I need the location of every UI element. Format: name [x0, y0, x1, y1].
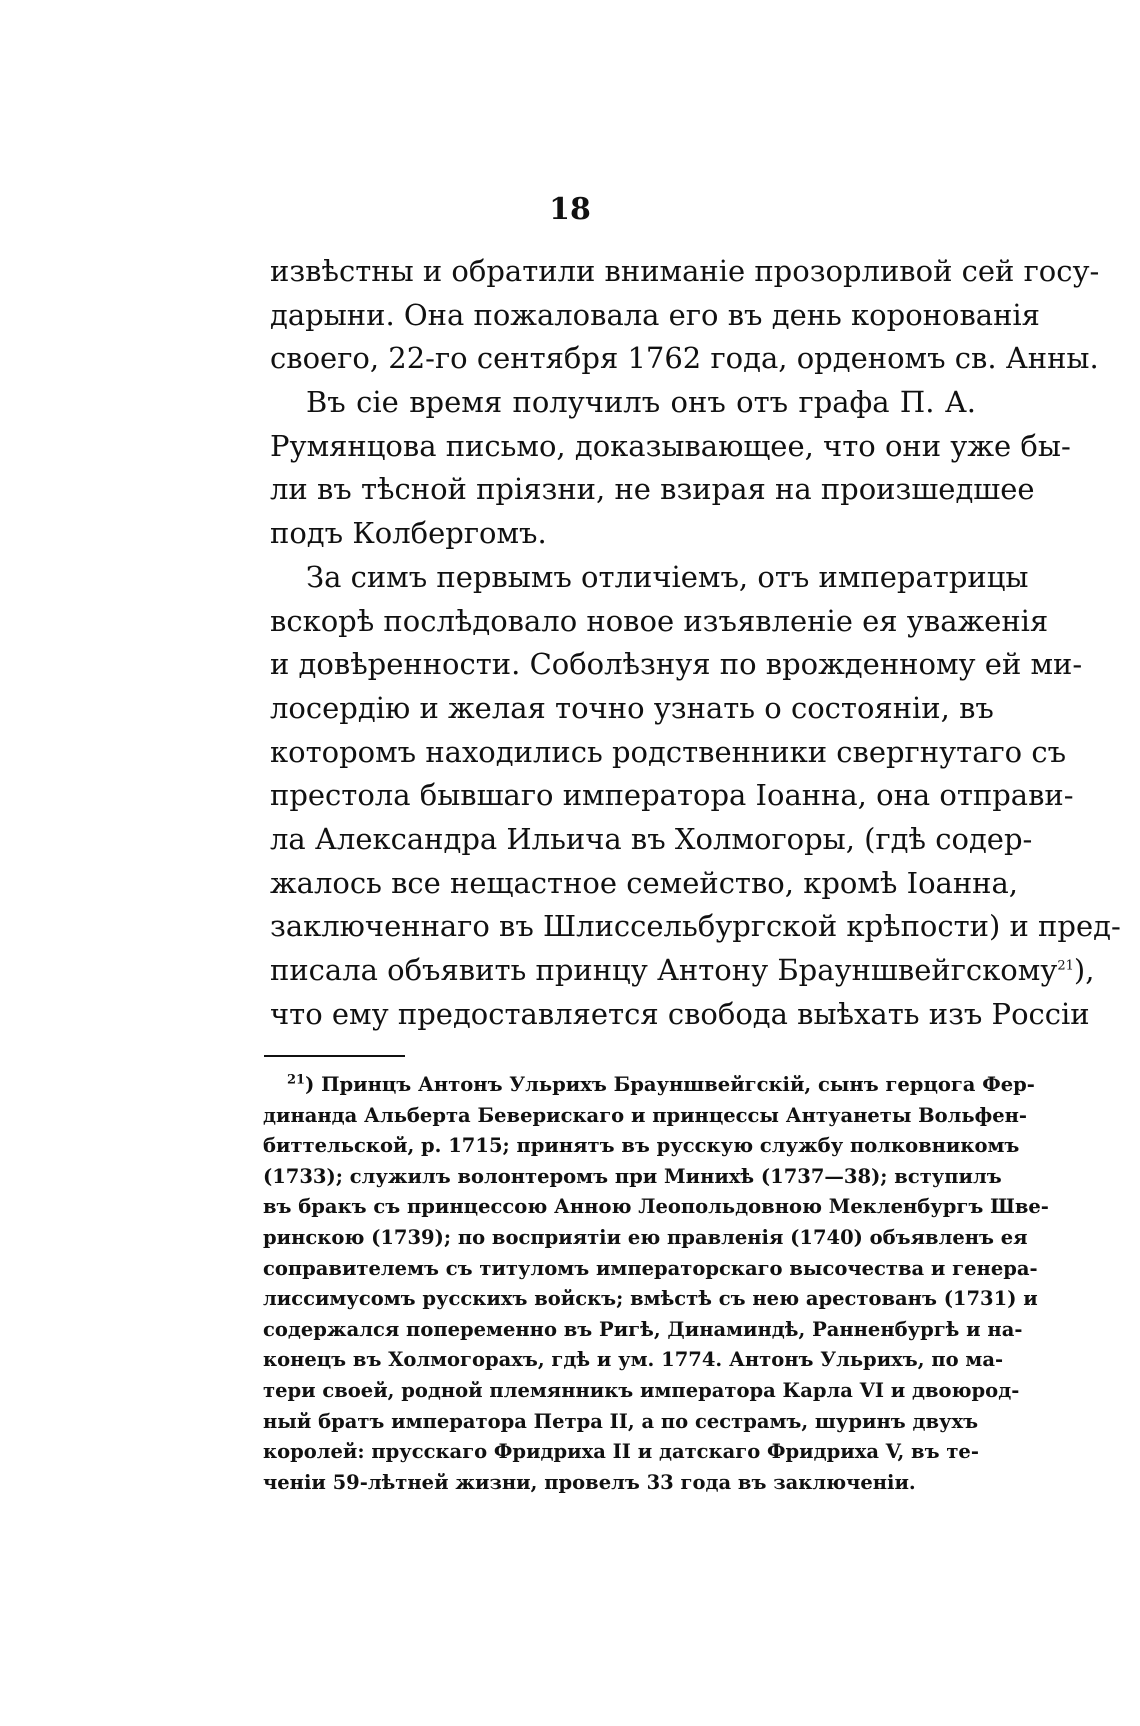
- text-line: Въ сіе время получилъ онъ отъ графа П. А.: [306, 385, 976, 420]
- text-line: своего, 22-го сентября 1762 года, орденомъ св. Анны.: [270, 341, 1099, 376]
- footnote-line: конецъ въ Холмогорахъ, гдѣ и ум. 1774. Антонъ Ульрихъ, по ма-: [263, 1348, 1004, 1372]
- footnote-divider: [264, 1055, 405, 1057]
- footnote-line: тери своей, родной племянникъ императора Карла VI и двоюрод-: [263, 1378, 1020, 1402]
- footnote-line: лиссимусомъ русскихъ войскъ; вмѣстѣ съ нею арестованъ (1731) и: [263, 1287, 1038, 1311]
- footnote-line: ченіи 59-лѣтней жизни, провелъ 33 года въ заключеніи.: [263, 1470, 916, 1494]
- footnote-line: ный братъ императора Петра II, а по сестрамъ, шуринъ двухъ: [263, 1409, 979, 1433]
- footnote-line: (1733); служилъ волонтеромъ при Минихѣ (1737—38); вступилъ: [263, 1164, 1002, 1188]
- text-line: и довѣренности. Соболѣзнуя по врожденному ей ми-: [270, 647, 1083, 682]
- text-line: Румянцова письмо, доказывающее, что они уже бы-: [270, 428, 1071, 463]
- text-line: что ему предоставляется свобода выѣхать изъ Россіи: [270, 996, 1090, 1031]
- text-segment: ) Принцъ Антонъ Ульрихъ Брауншвейгскій, сынъ герцога Фер-: [305, 1073, 1035, 1096]
- text-line: престола бывшаго императора Іоанна, она отправи-: [270, 778, 1074, 813]
- footnote-line: въ бракъ съ принцессою Анною Леопольдовною Мекленбургъ Шве-: [263, 1195, 1049, 1219]
- text-line: ли въ тѣсной пріязни, не взирая на произшедшее: [270, 472, 1035, 507]
- text-line: ла Александра Ильича въ Холмогоры, (гдѣ содер-: [270, 821, 1033, 856]
- footnote-reference: 21: [1057, 958, 1074, 974]
- text-line-with-footnote-ref: [270, 949, 1095, 993]
- footnote-line: биттельской, р. 1715; принятъ въ русскую службу полковникомъ: [263, 1134, 1020, 1158]
- text-line: вскорѣ послѣдовало новое изъявленіе ея уваженія: [270, 603, 1049, 638]
- text-segment: ),: [1073, 953, 1095, 987]
- footnote-line: королей: прусскаго Фридриха II и датскаго Фридриха V, въ те-: [263, 1440, 979, 1464]
- body-text: [270, 250, 1121, 1036]
- footnote-marker: 21: [287, 1072, 306, 1088]
- text-line: подъ Колбергомъ.: [270, 516, 547, 551]
- text-segment: писала объявить принцу Антону Брауншвейгскому: [270, 953, 1058, 987]
- text-line: заключеннаго въ Шлиссельбургской крѣпости) и пред-: [270, 909, 1121, 944]
- text-line: лосердію и желая точно узнать о состояніи, въ: [270, 690, 994, 725]
- page-number: 18: [549, 192, 591, 227]
- text-line: дарыни. Она пожаловала его въ день коронованія: [270, 297, 1040, 332]
- footnote: [263, 1070, 1049, 1498]
- footnote-line: соправителемъ съ титуломъ императорскаго высочества и генера-: [263, 1256, 1038, 1280]
- footnote-line: [263, 1070, 1035, 1101]
- text-line: которомъ находились родственники свергнутаго съ: [270, 734, 1067, 769]
- footnote-line: ринскою (1739); по восприятіи ею правленія (1740) объявленъ ея: [263, 1225, 1028, 1249]
- footnote-line: динанда Альберта Беверискаго и принцессы Антуанеты Вольфен-: [263, 1103, 1028, 1127]
- text-line: За симъ первымъ отличіемъ, отъ императрицы: [306, 559, 1029, 594]
- footnote-line: содержался попеременно въ Ригѣ, Динаминдѣ, Ранненбургѣ и на-: [263, 1317, 1023, 1341]
- text-line: извѣстны и обратили вниманіе прозорливой сей госу-: [270, 254, 1100, 288]
- text-line: жалось все нещастное семейство, кромѣ Іоанна,: [270, 865, 1018, 900]
